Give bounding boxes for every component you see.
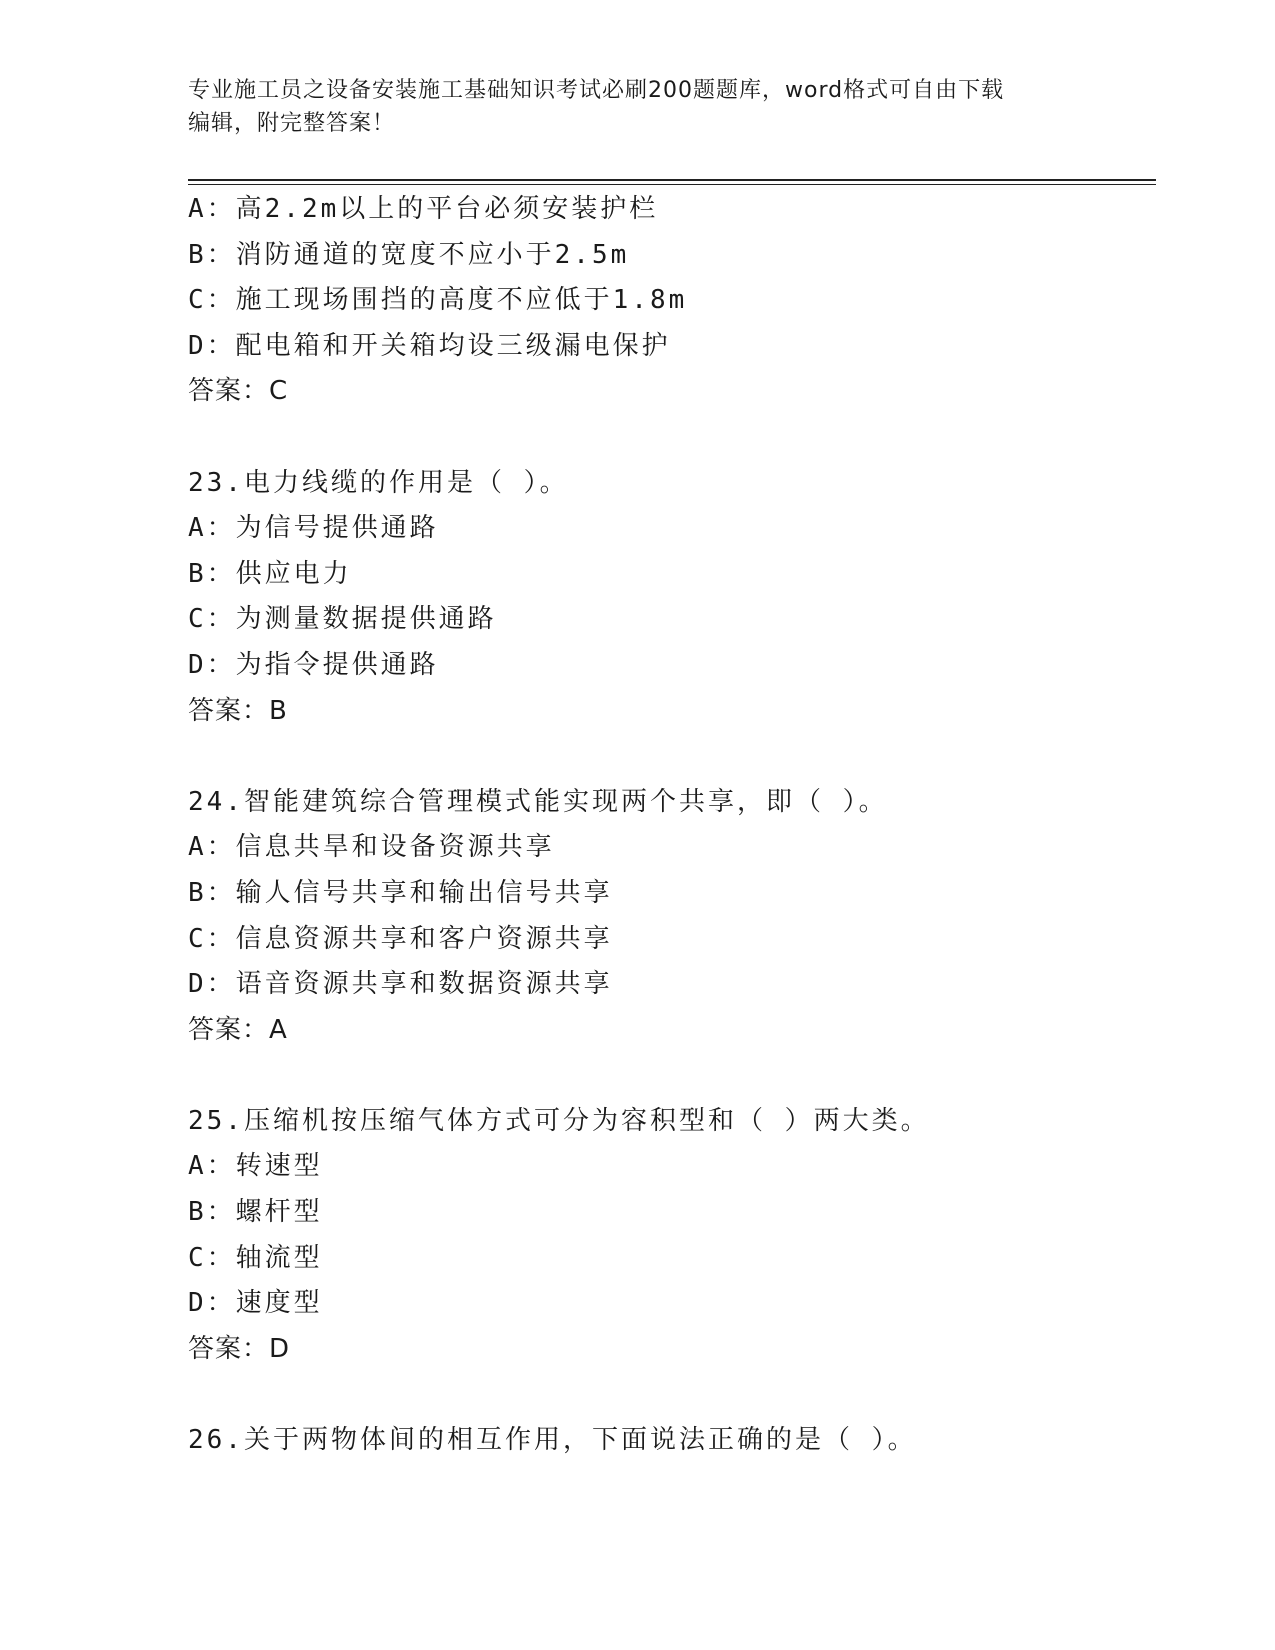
answer-line: 答案：A [188,1014,288,1045]
option-a: A：转速型 [188,1151,323,1182]
option-c: C：轴流型 [188,1242,323,1273]
option-b: B：供应电力 [188,558,352,589]
question-block-23 [188,461,1148,735]
option-b: B：消防通道的宽度不应小于2.5m [188,239,630,270]
option-d: D：配电箱和开关箱均设三级漏电保护 [188,330,671,361]
question-list [188,187,1148,1464]
header-divider-thick [188,179,1156,181]
header-title-line-1: 专业施工员之设备安装施工基础知识考试必刷200题题库，word格式可自由下载 [188,78,1005,103]
header-title-line-2: 编辑，附完整答案！ [188,111,396,136]
question-text: 25.压缩机按压缩气体方式可分为容积型和（ ）两大类。 [188,1105,930,1136]
answer-line: 答案：B [188,695,288,726]
option-a: A：高2.2m以上的平台必须安装护栏 [188,194,659,224]
question-block-25 [188,1099,1148,1373]
spacer [188,734,1148,780]
question-text: 24.智能建筑综合管理模式能实现两个共享，即（ ）。 [188,786,888,817]
spacer [188,1372,1148,1418]
question-block-26 [188,1418,1148,1464]
document-header [188,74,1088,140]
option-d: D：语音资源共享和数据资源共享 [188,969,613,1000]
option-b: B：输人信号共享和输出信号共享 [188,877,613,908]
option-d: D：速度型 [188,1288,323,1319]
option-b: B：螺杆型 [188,1197,323,1228]
question-block-22 [188,187,1148,415]
option-c: C：信息资源共享和客户资源共享 [188,923,613,954]
spacer [188,415,1148,461]
answer-line: 答案：C [188,376,289,407]
option-a: A：信息共旱和设备资源共享 [188,832,555,863]
option-c: C：施工现场围挡的高度不应低于1.8m [188,285,688,316]
option-a: A：为信号提供通路 [188,513,439,544]
spacer [188,1053,1148,1099]
option-c: C：为测量数据提供通路 [188,604,497,635]
question-text: 23.电力线缆的作用是（ ）。 [188,467,569,498]
header-divider-thin [188,184,1156,185]
option-d: D：为指令提供通路 [188,649,439,680]
answer-line: 答案：D [188,1333,291,1364]
question-block-24 [188,780,1148,1054]
question-text: 26.关于两物体间的相互作用，下面说法正确的是（ ）。 [188,1425,917,1456]
